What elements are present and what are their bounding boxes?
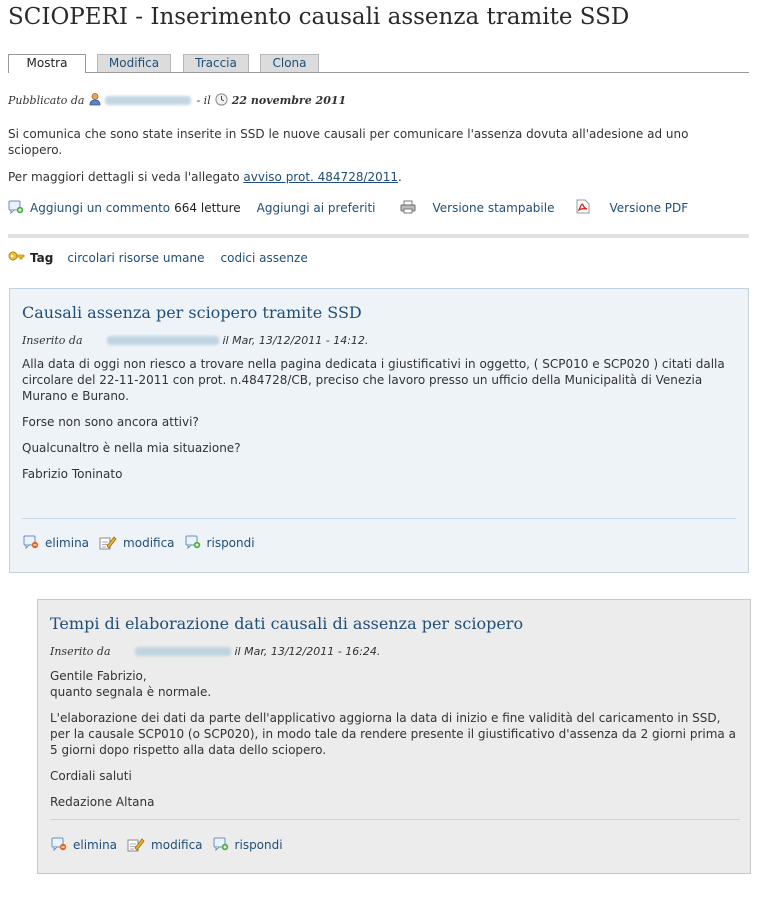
page-title: SCIOPERI - Inserimento causali assenza tramite SSD — [8, 4, 630, 30]
comment-paragraph: Gentile Fabrizio, quanto segnala è normale. — [50, 669, 212, 699]
comment-body — [22, 356, 738, 492]
comment-meta — [50, 645, 380, 658]
edit-link[interactable]: modifica — [151, 837, 203, 852]
tab-clona[interactable]: Clona — [260, 54, 319, 72]
delete-action[interactable] — [51, 837, 117, 852]
add-comment-icon — [8, 200, 24, 217]
commenter-name-redacted[interactable] — [107, 336, 219, 345]
tag-link-codici[interactable]: codici assenze — [220, 250, 308, 265]
tab-mostra[interactable]: Mostra — [8, 54, 86, 73]
reply-action[interactable] — [185, 535, 255, 550]
key-icon — [8, 249, 25, 266]
article-details — [8, 169, 743, 185]
tab-bar — [8, 54, 749, 73]
comment-title[interactable]: Tempi di elaborazione dati causali di assenza per sciopero — [50, 614, 524, 633]
pdf-icon — [576, 199, 590, 217]
publish-date: 22 novembre 2011 — [231, 94, 347, 107]
reply-action[interactable] — [213, 837, 283, 852]
clock-icon — [215, 93, 228, 109]
comment-paragraph: Forse non sono ancora attivi? — [22, 415, 199, 429]
details-prefix: Per maggiori dettagli si veda l'allegato — [8, 170, 240, 184]
comment-paragraph: Redazione Altana — [50, 795, 155, 809]
byline-sep: - il — [196, 94, 211, 107]
reply-icon — [213, 837, 229, 852]
inserted-label: Inserito da — [50, 645, 111, 658]
delete-link[interactable]: elimina — [45, 535, 90, 550]
edit-action[interactable] — [99, 535, 175, 550]
comment-divider — [22, 518, 736, 519]
reply-link[interactable]: rispondi — [234, 837, 283, 852]
edit-icon — [99, 535, 117, 550]
delete-link[interactable]: elimina — [73, 837, 118, 852]
read-count: 664 letture — [174, 201, 241, 215]
add-comment-link[interactable]: Aggiungi un commento — [30, 201, 171, 215]
commenter-name-redacted[interactable] — [135, 647, 231, 656]
delete-action[interactable] — [23, 535, 89, 550]
comment-paragraph: Cordiali saluti — [50, 769, 132, 783]
comment-paragraph: Fabrizio Toninato — [22, 467, 123, 481]
comment-paragraph: L'elaborazione dei dati da parte dell'applicativo aggiorna la data di inizio e fine validità del caricamento in SSD, per la causale SCP010 (o SCP020), in modo tale da rendere presente il giustificativo d'assenza da 2 giorni prima a 5 giorni dopo rispetto alla data dello sciopero. — [50, 711, 736, 757]
printer-icon — [400, 200, 416, 217]
comment-paragraph: Qualcunaltro è nella mia situazione? — [22, 441, 241, 455]
add-favorites-link[interactable]: Aggiungi ai preferiti — [256, 201, 376, 215]
comment-title[interactable]: Causali assenza per sciopero tramite SSD — [22, 303, 362, 322]
article-actions — [8, 199, 688, 217]
tab-modifica[interactable]: Modifica — [97, 54, 171, 72]
comment-card — [9, 288, 749, 573]
comment-actions — [51, 837, 293, 852]
edit-icon — [127, 837, 145, 852]
comment-paragraph: Alla data di oggi non riesco a trovare nella pagina dedicata i giustificativi in oggetto, ( SCP010 e SCP020 ) citati dalla circolare del 22-11-2011 con prot. n.484728/CB, preciso che lavoro presso un ufficio della Municipalità di Venezia Murano e Burano. — [22, 357, 725, 403]
author-name-redacted[interactable] — [105, 96, 191, 105]
reply-link[interactable]: rispondi — [206, 535, 255, 550]
article-body: Si comunica che sono state inserite in SSD le nuove causali per comunicare l'assenza dovuta all'adesione ad uno sciopero. — [8, 127, 689, 157]
byline-prefix: Pubblicato da — [8, 94, 85, 107]
tab-traccia[interactable]: Traccia — [183, 54, 249, 72]
byline — [8, 92, 346, 109]
reply-icon — [185, 535, 201, 550]
pdf-version-link[interactable]: Versione PDF — [609, 201, 689, 215]
tag-link-circolari[interactable]: circolari risorse umane — [67, 250, 205, 265]
user-icon — [88, 92, 102, 109]
inserted-label: Inserito da — [22, 334, 83, 347]
comment-actions — [23, 535, 265, 550]
print-version-link[interactable]: Versione stampabile — [432, 201, 555, 215]
comment-date: il Mar, 13/12/2011 - 16:24. — [234, 645, 381, 658]
comment-meta — [22, 334, 368, 347]
comment-date: il Mar, 13/12/2011 - 14:12. — [222, 334, 369, 347]
comment-body — [50, 668, 740, 820]
section-divider — [8, 234, 749, 238]
tag-list — [8, 249, 324, 266]
edit-link[interactable]: modifica — [123, 535, 175, 550]
comment-divider — [50, 819, 740, 820]
delete-icon — [51, 837, 67, 852]
comment-card-reply — [37, 599, 751, 874]
edit-action[interactable] — [127, 837, 203, 852]
details-suffix: . — [398, 170, 402, 184]
delete-icon — [23, 535, 39, 550]
tag-label: Tag — [30, 250, 54, 265]
attachment-link[interactable]: avviso prot. 484728/2011 — [243, 170, 399, 184]
